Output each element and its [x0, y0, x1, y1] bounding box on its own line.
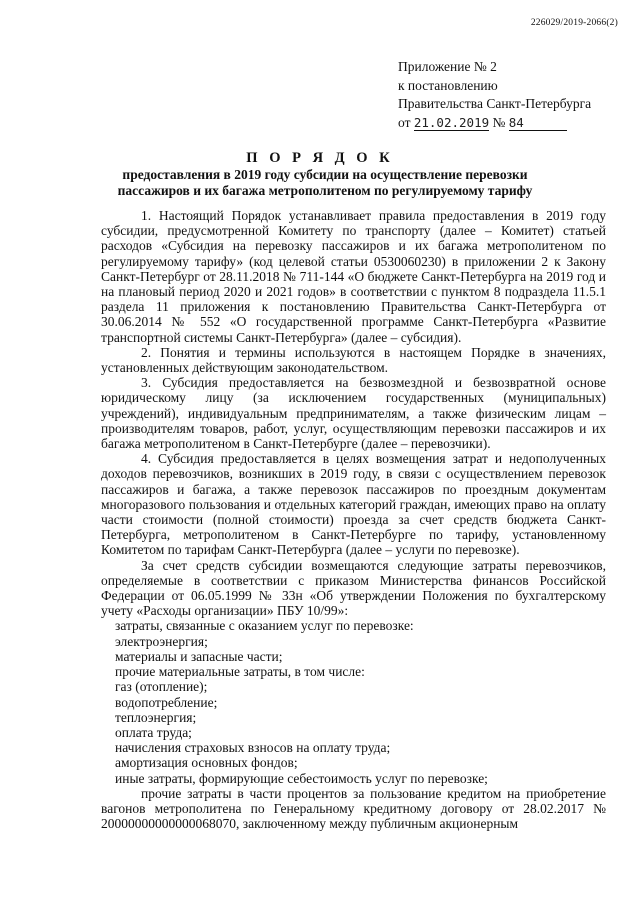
- annex-number: 84: [509, 115, 567, 131]
- list-item: электроэнергия;: [115, 633, 208, 649]
- list-item: амортизация основных фондов;: [115, 755, 298, 771]
- list-item: материалы и запасные части;: [115, 648, 283, 664]
- list-item: затраты, связанные с оказанием услуг по перевозке:: [115, 618, 414, 634]
- annex-line-government: Правительства Санкт-Петербурга: [398, 96, 592, 111]
- paragraph-4: 4. Субсидия предоставляется в целях возмещения затрат и недополученных доходов перевозчиков, возникших в 2019 году, в связи с осуществлением перевозок пассажиров и багажа, а также перевозок пассажиров по проездным документам многоразового пользования и отдельных категорий граждан, имеющих право на оплату части стоимости (полной стоимости) проезда за счет средств бюджета Санкт-Петербурга, метрополитеном в Санкт-Петербурге по тарифу, установленному Комитетом по тарифам Санкт-Петербурга (далее – услуги по перевозке).: [101, 451, 606, 558]
- paragraph-other-costs: прочие затраты в части процентов за пользование кредитом на приобретение вагонов метрополитена по Генеральному кредитному договору от 28.02.2017 № 20000000000000068070, заключенному между публичным акционерным: [101, 785, 606, 832]
- list-item: прочие материальные затраты, в том числе:: [115, 664, 365, 680]
- document-subtitle: предоставления в 2019 году субсидии на осуществление перевозки пассажиров и их багажа метрополитеном по регулируемому тарифу: [117, 167, 533, 198]
- document-title: П О Р Я Д О К: [246, 150, 394, 166]
- annex-date-line: [398, 114, 628, 133]
- paragraph-1: 1. Настоящий Порядок устанавливает правила предоставления в 2019 году субсидии, предусмотренной Комитету по транспорту (далее – Комитет) статьей расходов «Субсидия на перевозку пассажиров и их багажа метрополитеном по регулируемому тарифу» (код целевой статьи 0530060230) в приложении 2 к Закону Санкт-Петербург от 28.11.2018 № 711-144 «О бюджете Санкт-Петербурга на 2019 год и на плановый период 2020 и 2021 годов» в соответствии с пунктом 8 подраздела 11.5.1 раздела 11 приложения к постановлению Правительства Санкт-Петербурга от 30.06.2014 № 552 «О государственной программе Санкт-Петербурга «Развитие транспортной системы Санкт-Петербурга» (далее – субсидия).: [101, 208, 606, 345]
- number-prefix: №: [492, 114, 506, 130]
- list-item: оплата труда;: [115, 724, 192, 740]
- paragraph-2: 2. Понятия и термины используются в настоящем Порядке в значениях, установленных действующим законодательством.: [101, 344, 606, 376]
- date-prefix: от: [398, 114, 411, 130]
- document-body: [101, 208, 606, 831]
- document-id: 226029/2019-2066(2): [530, 18, 618, 28]
- list-item: начисления страховых взносов на оплату труда;: [115, 740, 391, 756]
- paragraph-costs-intro: За счет средств субсидии возмещаются следующие затраты перевозчиков, определяемые в соответствии с приказом Министерства финансов Российской Федерации от 06.05.1999 № 33н «Об утверждении Положения по бухгалтерскому учету «Расходы организации» ПБУ 10/99»:: [101, 557, 606, 619]
- annex-header: [398, 58, 628, 132]
- list-item: газ (отопление);: [115, 679, 208, 695]
- paragraph-3: 3. Субсидия предоставляется на безвозмездной и безвозвратной основе юридическому лицу (за исключением государственных (муниципальных) учреждений), индивидуальным предпринимателям, а также физическим лицам – производителям товаров, работ, услуг, осуществляющим перевозки пассажиров и их багажа метрополитеном в Санкт-Петербурге (далее – перевозчики).: [101, 375, 606, 452]
- list-item: иные затраты, формирующие себестоимость услуг по перевозке;: [115, 770, 488, 786]
- annex-line-resolution: к постановлению: [398, 77, 498, 93]
- annex-date: 21.02.2019: [413, 114, 490, 130]
- list-item: водопотребление;: [115, 694, 218, 710]
- list-item: теплоэнергия;: [115, 709, 197, 725]
- annex-title: Приложение № 2: [398, 59, 497, 74]
